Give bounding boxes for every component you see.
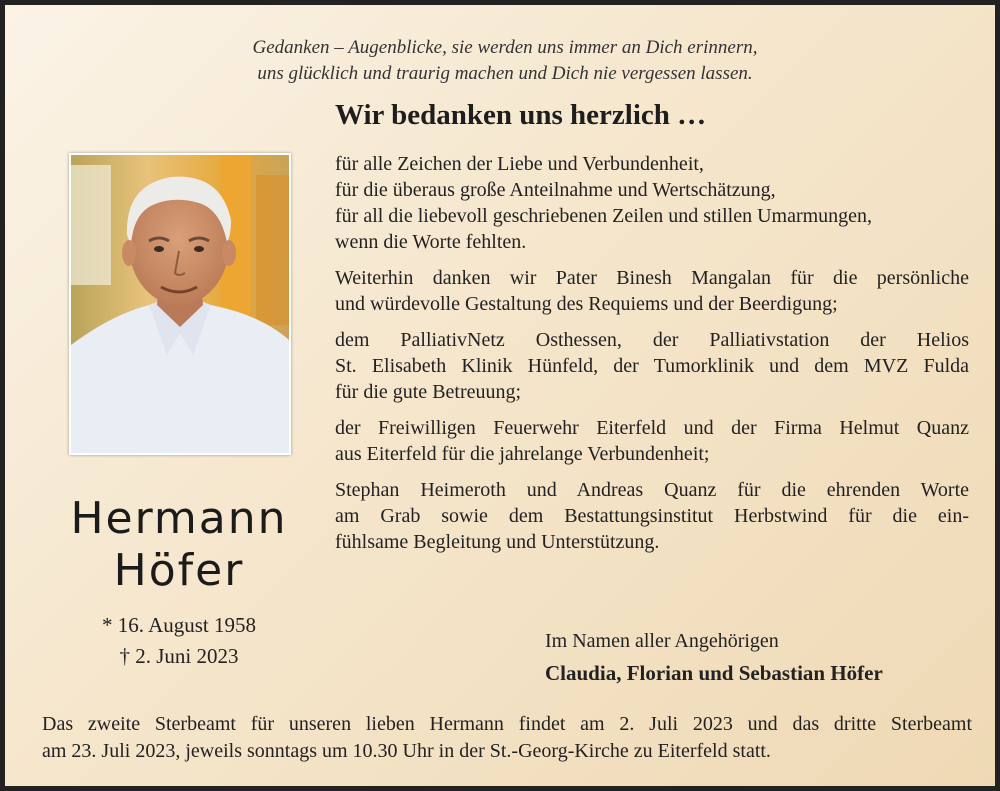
death-date: † 2. Juni 2023: [119, 644, 239, 668]
motto: [65, 35, 945, 87]
text-line: und würdevolle Gestaltung des Requiems und der Beerdigung;: [335, 293, 838, 315]
text-line: dem PalliativNetz Osthessen, der Palliativstation der Helios: [335, 329, 969, 351]
text-line: Weiterhin danken wir Pater Binesh Mangalan für die persönliche: [335, 267, 969, 289]
life-dates: [43, 610, 315, 672]
footer-line: Das zweite Sterbeamt für unseren lieben Hermann findet am 2. Juli 2023 und das dritte Sterbeamt: [42, 713, 972, 735]
signature-intro: Im Namen aller Angehörigen: [545, 630, 779, 652]
thanks-text: [335, 151, 969, 565]
text-line: am Grab sowie dem Bestattungsinstitut Herbstwind für die ein-: [335, 505, 969, 527]
motto-line: Gedanken – Augenblicke, sie werden uns immer an Dich erinnern,: [252, 37, 758, 58]
signature-family: Claudia, Florian und Sebastian Höfer: [545, 661, 883, 685]
first-name: Hermann: [70, 493, 288, 544]
paragraph: [335, 415, 969, 467]
thanks-heading: Wir bedanken uns herzlich …: [335, 99, 707, 131]
text-line: der Freiwilligen Feuerwehr Eiterfeld und der Firma Helmut Quanz: [335, 417, 969, 439]
paragraph: [335, 151, 969, 255]
portrait-photo: [69, 153, 291, 455]
text-line: fühlsame Begleitung und Unterstützung.: [335, 531, 660, 553]
footer-line: am 23. Juli 2023, jeweils sonntags um 10.30 Uhr in der St.-Georg-Kirche zu Eiterfeld statt.: [42, 740, 771, 762]
paragraph: [335, 265, 969, 317]
text-line: für all die liebevoll geschriebenen Zeilen und stillen Umarmungen,: [335, 205, 873, 227]
text-line: Stephan Heimeroth und Andreas Quanz für die ehrenden Worte: [335, 479, 969, 501]
text-line: aus Eiterfeld für die jahrelange Verbundenheit;: [335, 443, 710, 465]
paragraph: [335, 327, 969, 405]
last-name: Höfer: [113, 545, 245, 596]
deceased-name: [43, 493, 315, 597]
signature: [545, 625, 883, 689]
paragraph: [335, 477, 969, 555]
text-line: für alle Zeichen der Liebe und Verbundenheit,: [335, 153, 704, 175]
text-line: St. Elisabeth Klinik Hünfeld, der Tumorklinik und dem MVZ Fulda: [335, 355, 969, 377]
text-line: für die gute Betreuung;: [335, 381, 522, 403]
motto-line: uns glücklich und traurig machen und Dich nie vergessen lassen.: [257, 63, 753, 84]
text-line: wenn die Worte fehlten.: [335, 231, 527, 253]
text-line: für die überaus große Anteilnahme und Wertschätzung,: [335, 179, 776, 201]
portrait-image: [71, 155, 289, 453]
birth-date: * 16. August 1958: [101, 613, 256, 637]
service-notice: [42, 711, 972, 765]
